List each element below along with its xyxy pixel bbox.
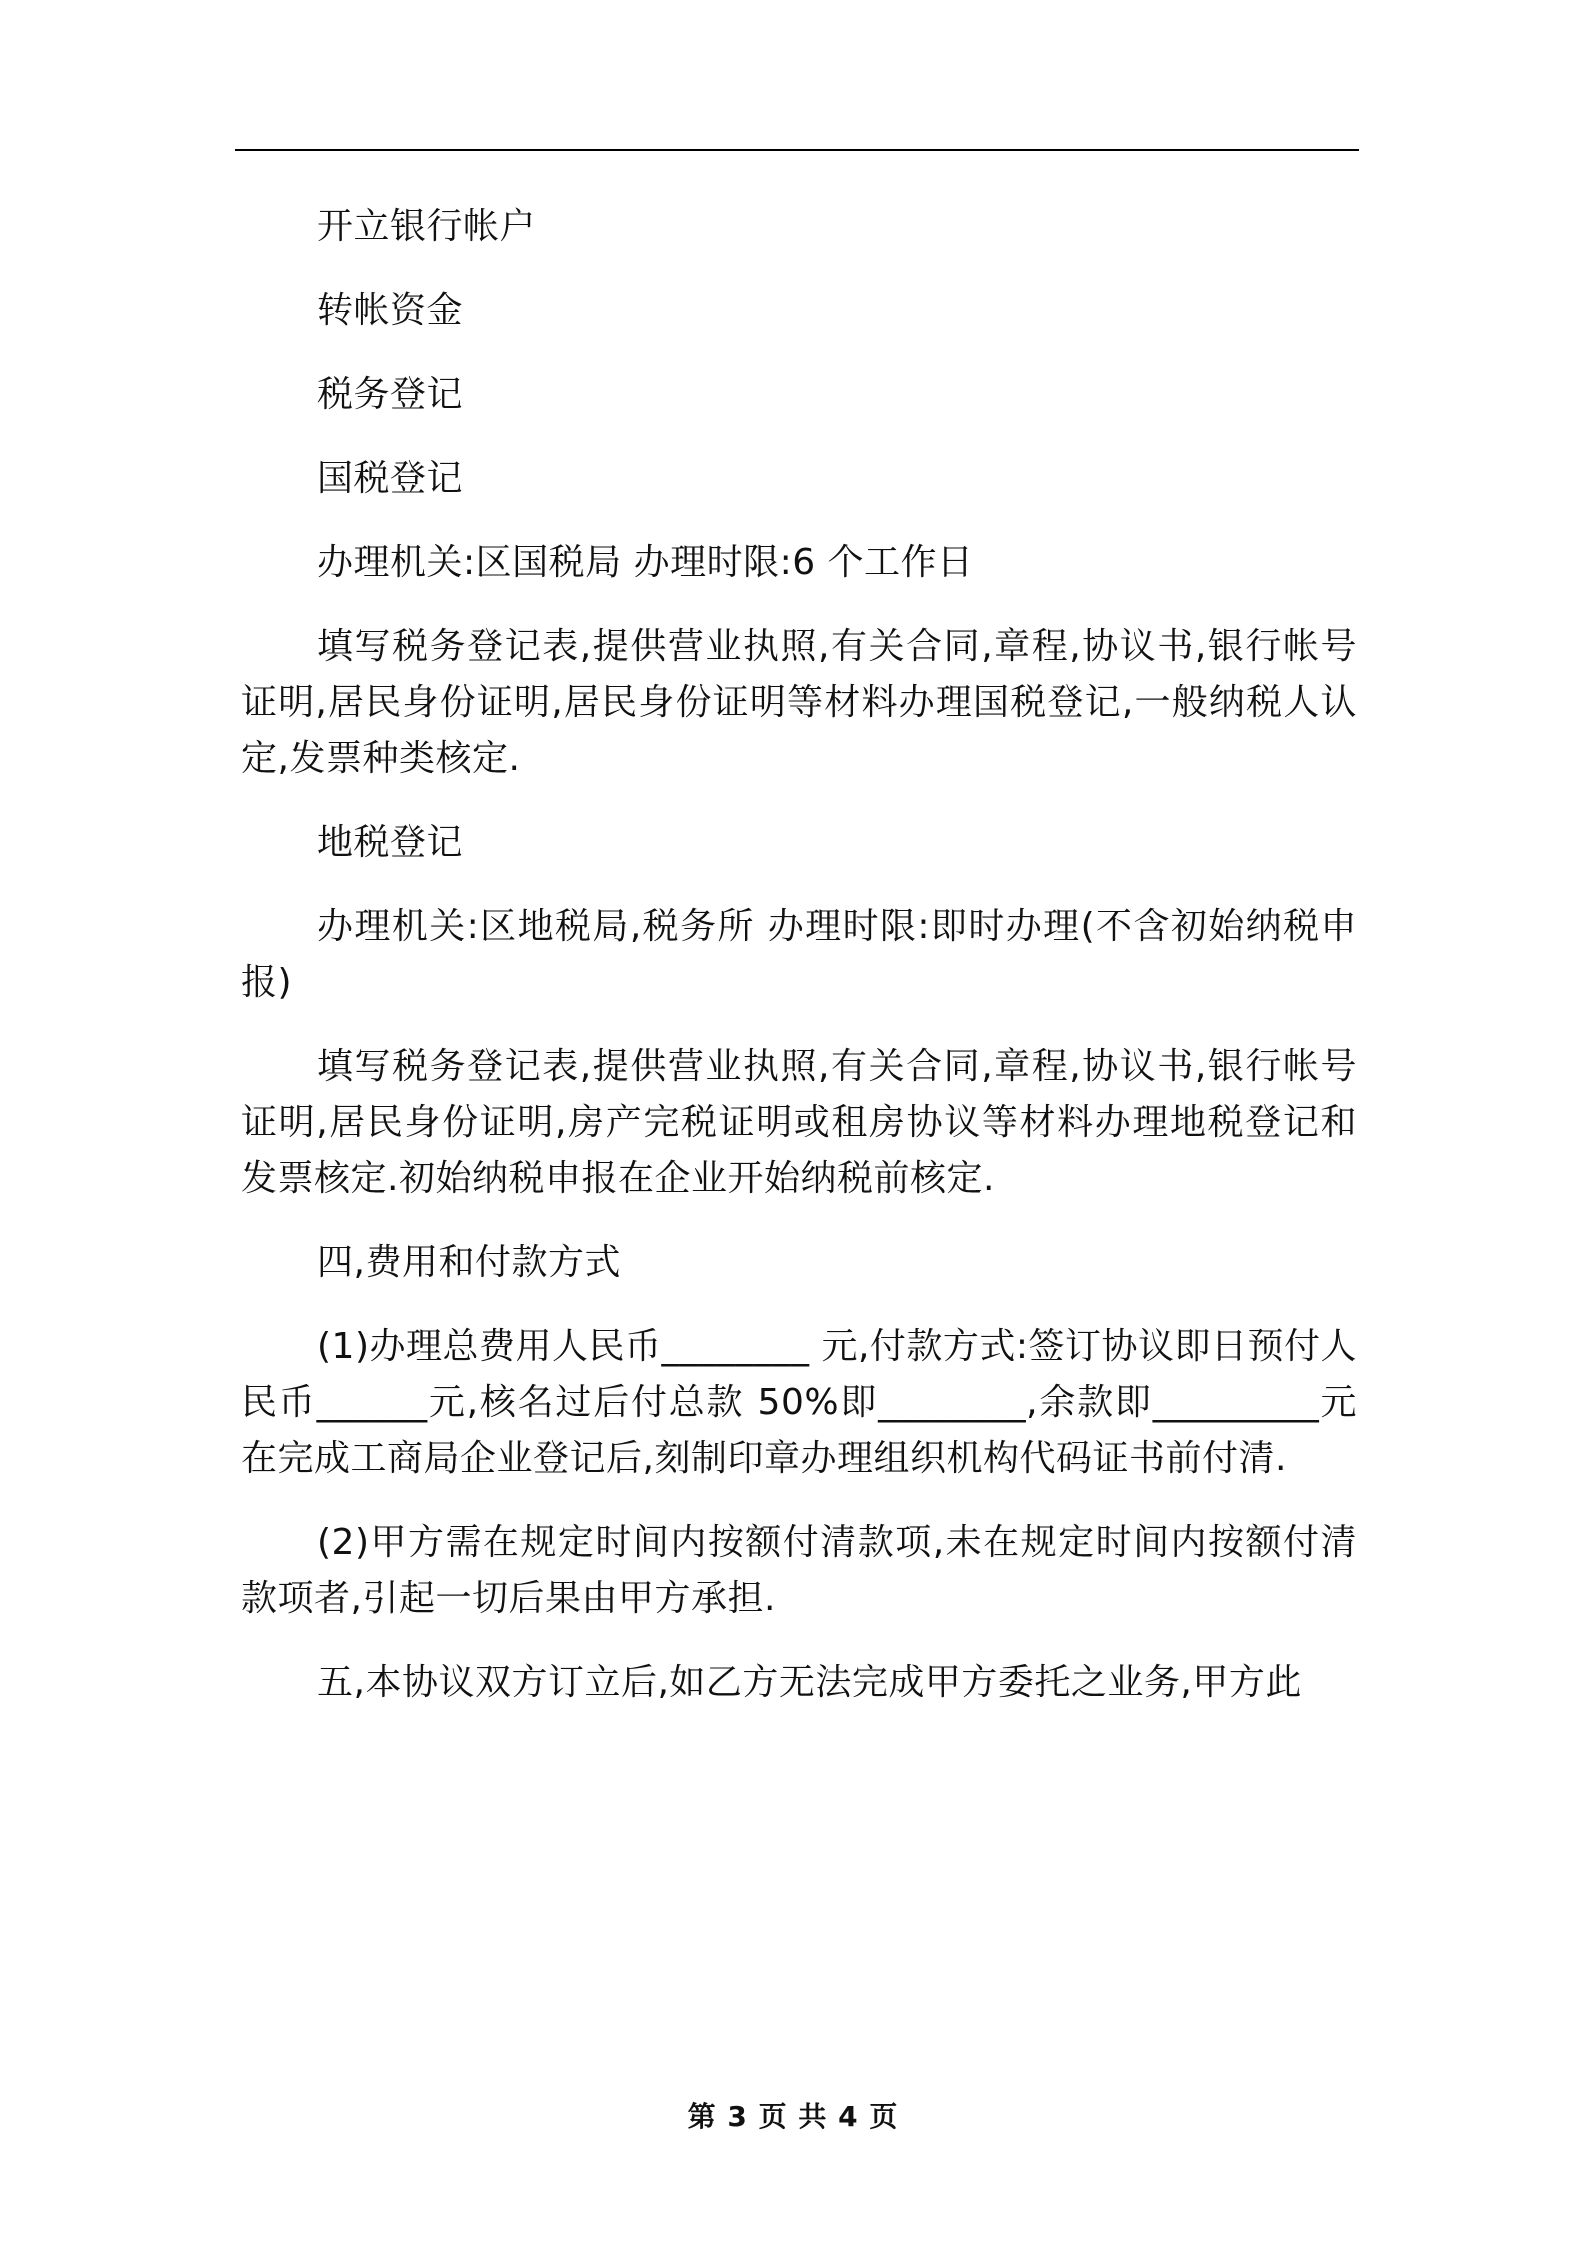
paragraph-fees-heading: 四,费用和付款方式	[317, 1242, 621, 1283]
paragraph-fees-clause-2: (2)甲方需在规定时间内按额付清款项,未在规定时间内按额付清款项者,引起一切后果由甲方承担.	[241, 1522, 1357, 1619]
paragraph-fees-clause-1: (1)办理总费用人民币________ 元,付款方式:签订协议即日预付人民币______元,核名过后付总款 50%即________,余款即_________元在完成工商局企业登记后,刻制印章办理组织机构代码证书前付清.	[241, 1326, 1358, 1479]
paragraph-local-tax-registration: 地税登记	[317, 822, 464, 863]
paragraph-national-tax-materials: 填写税务登记表,提供营业执照,有关合同,章程,协议书,银行帐号证明,居民身份证明,居民身份证明等材料办理国税登记,一般纳税人认定,发票种类核定.	[241, 626, 1357, 779]
paragraph-section-five: 五,本协议双方订立后,如乙方无法完成甲方委托之业务,甲方此	[317, 1662, 1302, 1703]
paragraph-tax-registration: 税务登记	[317, 374, 464, 415]
paragraph-transfer-funds: 转帐资金	[317, 290, 464, 331]
paragraph-national-tax-registration: 国税登记	[317, 458, 464, 499]
paragraph-national-tax-office-time: 办理机关:区国税局 办理时限:6 个工作日	[317, 542, 974, 583]
paragraph-local-tax-materials: 填写税务登记表,提供营业执照,有关合同,章程,协议书,银行帐号证明,居民身份证明,房产完税证明或租房协议等材料办理地税登记和发票核定.初始纳税申报在企业开始纳税前核定.	[241, 1046, 1357, 1199]
document-body	[241, 199, 1357, 1739]
paragraph-open-bank-account: 开立银行帐户	[317, 206, 537, 247]
header-rule	[235, 149, 1359, 151]
paragraph-local-tax-office-time: 办理机关:区地税局,税务所 办理时限:即时办理(不含初始纳税申报)	[241, 906, 1357, 1003]
page-number-footer: 第 3 页 共 4 页	[687, 2100, 899, 2133]
